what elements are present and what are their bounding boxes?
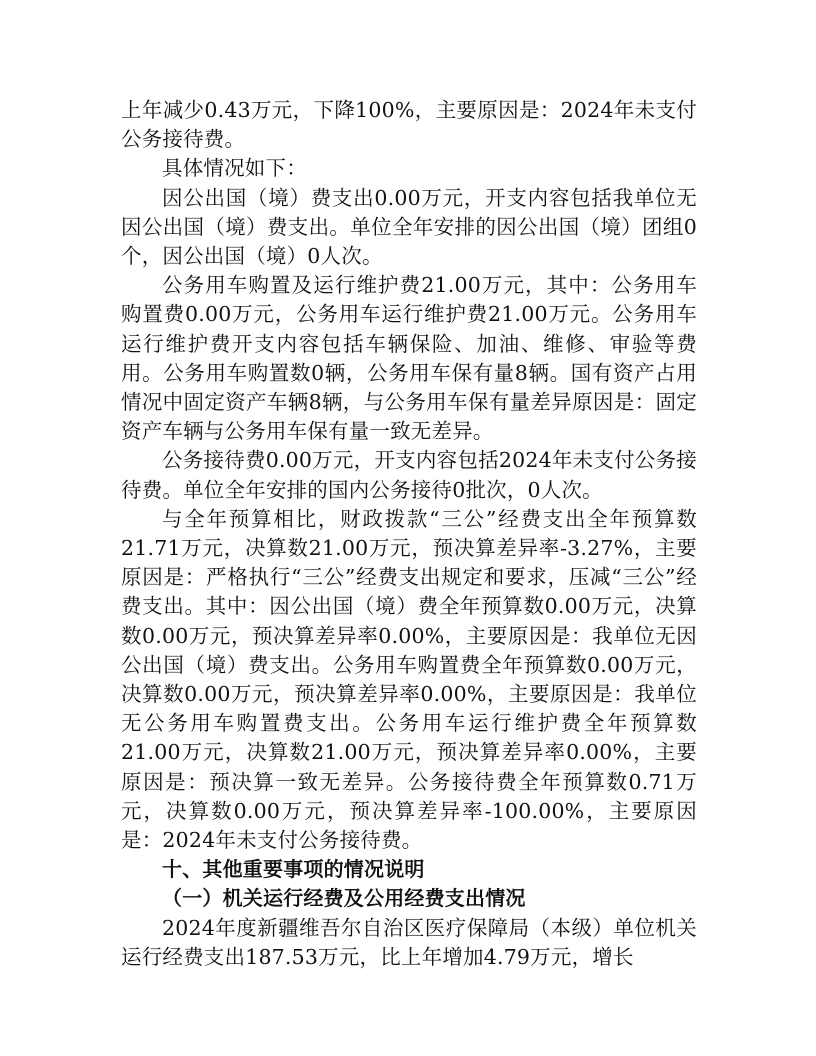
paragraph-overseas-travel: 因公出国（境）费支出0.00万元，开支内容包括我单位无因公出国（境）费支出。单位全年安排的因公出国（境）团组0个，因公出国（境）0人次。 [121,185,697,269]
paragraph-details-intro: 具体情况如下： [162,156,307,181]
section-heading-other-matters: 十、其他重要事项的情况说明 [162,857,425,882]
paragraph-budget-comparison: 与全年预算相比，财政拨款“三公”经费支出全年预算数21.71万元，决算数21.00万元，预决算差异率-3.27%，主要原因是：严格执行“三公”经费支出规定和要求，压减“三公”经费支出。其中：因公出国（境）费全年预算数0.00万元，决算数0.00万元，预决算差异率0.00%，主要原因是：我单位无因公出国（境）费支出。公务用车购置费全年预算数0.00万元，决算数0.00万元，预决算差异率0.00%，主要原因是：我单位无公务用车购置费支出。公务用车运行维护费全年预算数21.00万元，决算数21.00万元，预决算差异率0.00%，主要原因是：预决算一致无差异。公务接待费全年预算数0.71万元，决算数0.00万元，预决算差异率-100.00%，主要原因是：2024年未支付公务接待费。 [121,506,697,853]
paragraph-operating-expenses: 2024年度新疆维吾尔自治区医疗保障局（本级）单位机关运行经费支出187.53万元，比上年增加4.79万元，增长 [121,915,697,969]
document-page [121,96,697,972]
paragraph-reception-decrease: 上年减少0.43万元，下降100%，主要原因是：2024年未支付公务接待费。 [121,98,697,152]
paragraph-official-reception: 公务接待费0.00万元，开支内容包括2024年未支付公务接待费。单位全年安排的国内公务接待0批次，0人次。 [121,448,697,502]
paragraph-official-vehicles: 公务用车购置及运行维护费21.00万元，其中：公务用车购置费0.00万元，公务用车运行维护费21.00万元。公务用车运行维护费开支内容包括车辆保险、加油、维修、审验等费用。公务用车购置数0辆，公务用车保有量8辆。国有资产占用情况中固定资产车辆8辆，与公务用车保有量差异原因是：固定资产车辆与公务用车保有量一致无差异。 [121,273,697,444]
subsection-heading-operating-expenses: （一）机关运行经费及公用经费支出情况 [162,886,526,911]
